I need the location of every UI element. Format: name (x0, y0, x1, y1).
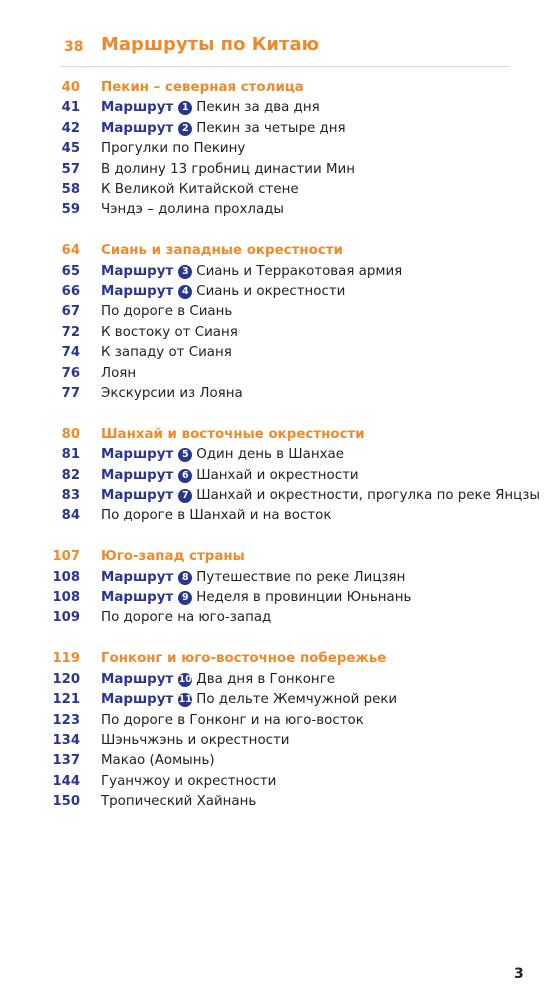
entry-text (101, 200, 284, 220)
entry-text (101, 588, 411, 608)
toc-entry[interactable] (0, 200, 557, 220)
toc-entry[interactable] (0, 343, 557, 363)
route-number-badge: 8 (178, 571, 192, 585)
entry-page-number: 81 (61, 447, 80, 463)
entry-text (101, 751, 215, 771)
header-page-number: 38 (64, 39, 84, 55)
entry-title: К Великой Китайской стене (101, 181, 299, 197)
toc-entry[interactable] (0, 160, 557, 180)
toc-section (0, 547, 557, 629)
entry-title: Лоян (101, 365, 137, 381)
entry-title: Шэньчжэнь и окрестности (101, 732, 290, 748)
entry-text (101, 608, 271, 628)
entry-text (101, 139, 245, 159)
entry-page-number: 72 (61, 324, 80, 340)
entry-page-number: 123 (52, 712, 80, 728)
entry-text (101, 119, 346, 139)
entry-title: Один день в Шанхае (196, 447, 344, 463)
entry-title: В долину 13 гробниц династии Мин (101, 161, 355, 177)
entry-title: По дороге в Сиань (101, 304, 233, 320)
entry-title: Экскурсии из Лояна (101, 385, 243, 401)
entry-title: Путешествие по реке Лицзян (196, 569, 406, 585)
entry-text (101, 302, 232, 322)
entry-title: Пекин за два дня (196, 100, 320, 116)
route-number-badge: 7 (178, 489, 192, 503)
entry-text (101, 445, 344, 465)
entry-text (101, 364, 136, 384)
route-number-badge: 5 (178, 448, 192, 462)
section-heading[interactable] (0, 649, 557, 669)
route-label: Маршрут (101, 284, 174, 300)
toc-route-entry[interactable] (0, 282, 557, 302)
toc-entry[interactable] (0, 180, 557, 200)
toc-entry[interactable] (0, 772, 557, 792)
section-title: Гонконг и юго-восточное побережье (101, 651, 387, 667)
toc-entry[interactable] (0, 608, 557, 628)
toc-entry[interactable] (0, 792, 557, 812)
entry-page-number: 59 (61, 202, 80, 218)
route-number-badge: 2 (178, 122, 192, 136)
entry-page-number: 82 (61, 467, 80, 483)
section-heading[interactable] (0, 78, 557, 98)
entry-text (101, 670, 335, 690)
section-heading[interactable] (0, 241, 557, 261)
toc-route-entry[interactable] (0, 466, 557, 486)
route-number-badge: 3 (178, 265, 192, 279)
toc-entry[interactable] (0, 506, 557, 526)
toc-entry[interactable] (0, 384, 557, 404)
entry-text (101, 486, 540, 506)
header-divider (60, 66, 510, 67)
entry-title: Неделя в провинции Юньнань (196, 590, 412, 606)
entry-text (101, 160, 355, 180)
section-heading[interactable] (0, 547, 557, 567)
entry-title: К востоку от Сианя (101, 324, 238, 340)
route-number-badge: 1 (178, 101, 192, 115)
route-number-badge: 9 (178, 591, 192, 605)
section-page-number: 119 (52, 651, 80, 667)
header-title: Маршруты по Китаю (101, 34, 320, 55)
toc-route-entry[interactable] (0, 262, 557, 282)
route-label: Маршрут (101, 467, 174, 483)
entry-title: По дороге в Гонконг и на юго-восток (101, 712, 364, 728)
entry-title: Два дня в Гонконге (196, 671, 335, 687)
entry-page-number: 76 (61, 365, 80, 381)
section-title: Шанхай и восточные окрестности (101, 426, 365, 442)
entry-page-number: 109 (52, 610, 80, 626)
entry-title: Пекин за четыре дня (196, 120, 346, 136)
contents-header (0, 34, 557, 58)
toc-entry[interactable] (0, 731, 557, 751)
entry-page-number: 144 (52, 773, 80, 789)
toc-entry[interactable] (0, 302, 557, 322)
toc-entry[interactable] (0, 139, 557, 159)
entry-page-number: 74 (61, 345, 80, 361)
entry-text (101, 282, 345, 302)
entry-page-number: 41 (61, 100, 80, 116)
entry-page-number: 120 (52, 671, 80, 687)
section-page-number: 40 (61, 80, 80, 95)
toc-route-entry[interactable] (0, 568, 557, 588)
entry-text (101, 690, 397, 710)
section-page-number: 64 (61, 243, 80, 259)
entry-text (101, 506, 331, 526)
entry-page-number: 121 (52, 692, 80, 708)
route-label: Маршрут (101, 120, 174, 136)
entry-text (101, 772, 276, 792)
entry-title: Шанхай и окрестности, прогулка по реке Янцзы (196, 488, 540, 504)
entry-page-number: 66 (61, 284, 80, 300)
entry-text (101, 180, 299, 200)
toc-route-entry[interactable] (0, 98, 557, 118)
entry-title: Сиань и Терракотовая армия (196, 263, 403, 279)
entry-title: Тропический Хайнань (101, 794, 257, 810)
entry-text (101, 384, 243, 404)
section-page-number: 107 (52, 549, 80, 565)
section-heading[interactable] (0, 425, 557, 445)
entry-text (101, 343, 232, 363)
toc-route-entry[interactable] (0, 119, 557, 139)
entry-title: По дороге в Шанхай и на восток (101, 508, 332, 524)
entry-page-number: 108 (52, 590, 80, 606)
route-label: Маршрут (101, 692, 174, 708)
entry-text (101, 731, 290, 751)
entry-title: Сиань и окрестности (196, 284, 346, 300)
route-number-badge: 4 (178, 285, 192, 299)
toc-route-entry[interactable] (0, 445, 557, 465)
entry-page-number: 67 (61, 304, 80, 320)
route-label: Маршрут (101, 263, 174, 279)
entry-title: Гуанчжоу и окрестности (101, 773, 277, 789)
entry-page-number: 58 (61, 181, 80, 197)
section-title: Юго-запад страны (101, 549, 245, 565)
entry-page-number: 45 (61, 141, 80, 157)
entry-page-number: 65 (61, 263, 80, 279)
entry-text (101, 98, 320, 118)
toc-entry[interactable] (0, 364, 557, 384)
entry-title: По дельте Жемчужной реки (196, 692, 398, 708)
entry-title: Прогулки по Пекину (101, 141, 246, 157)
entry-page-number: 42 (61, 120, 80, 136)
entry-page-number: 77 (61, 385, 80, 401)
toc-section (0, 425, 557, 527)
section-title: Сиань и западные окрестности (101, 243, 343, 259)
route-label: Маршрут (101, 671, 174, 687)
route-label: Маршрут (101, 447, 174, 463)
toc-entry[interactable] (0, 751, 557, 771)
entry-page-number: 134 (52, 732, 80, 748)
route-label: Маршрут (101, 488, 174, 504)
route-label: Маршрут (101, 100, 174, 116)
toc-route-entry[interactable] (0, 486, 557, 506)
route-label: Маршрут (101, 590, 174, 606)
entry-text (101, 323, 238, 343)
entry-text (101, 792, 256, 812)
entry-text (101, 711, 364, 731)
entry-text (101, 262, 402, 282)
toc-section (0, 649, 557, 812)
entry-title: Макао (Аомынь) (101, 753, 215, 769)
route-number-badge: 11 (178, 694, 192, 706)
toc-section (0, 78, 557, 221)
entry-page-number: 108 (52, 569, 80, 585)
entry-title: К западу от Сианя (101, 345, 232, 361)
entry-text (101, 568, 405, 588)
toc-route-entry[interactable] (0, 670, 557, 690)
section-title: Пекин – северная столица (101, 80, 304, 95)
toc-entry[interactable] (0, 711, 557, 731)
entry-page-number: 137 (52, 753, 80, 769)
route-number-badge: 6 (178, 469, 192, 483)
toc-route-entry[interactable] (0, 588, 557, 608)
route-label: Маршрут (101, 569, 174, 585)
entry-title: По дороге на юго-запад (101, 610, 272, 626)
entry-page-number: 57 (61, 161, 80, 177)
toc-entry[interactable] (0, 323, 557, 343)
route-number-badge: 10 (178, 673, 192, 685)
table-of-contents (0, 78, 557, 833)
entry-page-number: 150 (52, 794, 80, 810)
toc-route-entry[interactable] (0, 690, 557, 710)
entry-text (101, 466, 359, 486)
page-number: 3 (514, 966, 524, 982)
entry-page-number: 84 (61, 508, 80, 524)
entry-title: Чэндэ – долина прохлады (101, 202, 284, 218)
toc-section (0, 241, 557, 404)
entry-page-number: 83 (61, 488, 80, 504)
section-page-number: 80 (61, 426, 80, 442)
entry-title: Шанхай и окрестности (196, 467, 359, 483)
